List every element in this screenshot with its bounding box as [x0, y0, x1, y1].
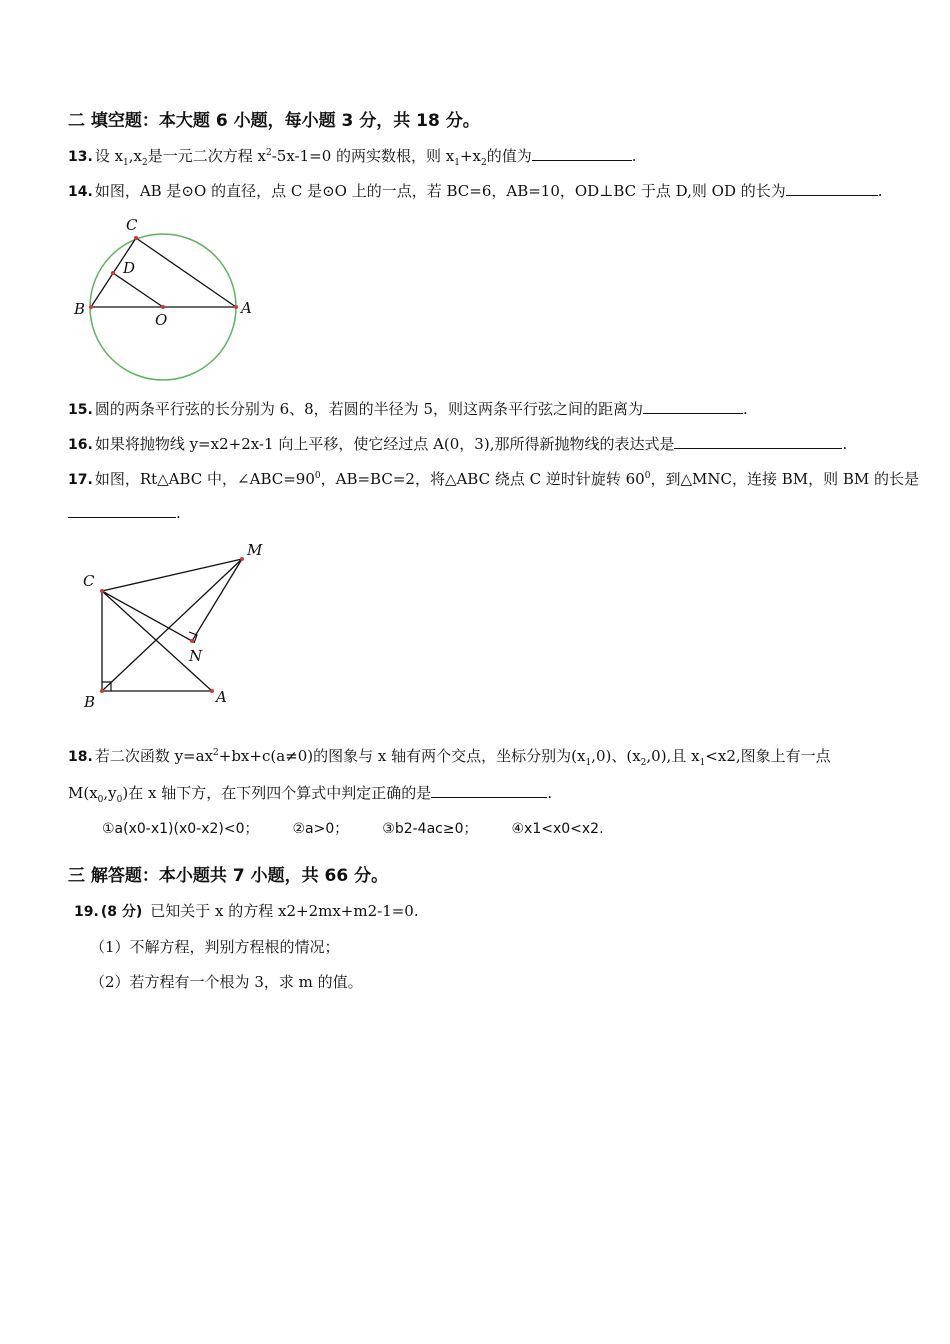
label-d: D	[123, 259, 136, 277]
label-b: B	[74, 300, 86, 318]
point-a	[210, 689, 214, 693]
answer-blank[interactable]	[674, 434, 842, 449]
segment-ca	[136, 238, 236, 307]
point-d	[111, 271, 115, 275]
option-1: ①a(x0-x1)(x0-x2)<0；	[102, 821, 259, 837]
segment-cn	[102, 591, 192, 641]
question-number: 18.	[68, 749, 93, 765]
segment-bm	[102, 559, 242, 691]
point-b	[100, 689, 104, 693]
question-number: 14.	[68, 184, 93, 200]
question-13: 13. 设 $x_1,x_2$是一元二次方程 $x^2-5x-1=0$ 的两实数根，则 $x_1+x_2$的值为 .	[68, 147, 637, 168]
point-c	[134, 236, 138, 240]
segment-mn	[192, 559, 242, 641]
label-n: N	[189, 647, 203, 665]
question-score: (8 分)	[100, 904, 143, 920]
option-3: ③b2-4ac≥0；	[382, 821, 478, 837]
point-c	[100, 589, 104, 593]
question-14: 14. 如图，AB 是⊙O 的直径，点 C 是⊙O 上的一点，若 BC=6，AB=10，OD⊥BC 于点 D,则 OD 的长为 .	[68, 182, 883, 200]
question-number: 19.	[74, 904, 99, 920]
question-number: 17.	[68, 472, 93, 488]
label-a: A	[216, 688, 227, 706]
question-number: 13.	[68, 149, 93, 165]
point-b	[89, 305, 93, 309]
label-b: B	[84, 693, 96, 711]
question-number: 15.	[68, 402, 93, 418]
answer-blank[interactable]	[786, 181, 878, 196]
point-o	[161, 305, 165, 309]
answer-blank[interactable]	[68, 503, 176, 518]
section-3-title: 三 解答题：本小题共 7 小题，共 66 分。	[68, 866, 389, 886]
figure-14-circle-diagram	[60, 210, 280, 390]
answer-blank[interactable]	[532, 146, 632, 161]
question-17: 17. 如图，Rt△ABC 中，$\angle ABC=90^0$，AB=BC=2，将△ABC 绕点 C 逆时针旋转 $60^0$，到△MNC，连接 BM，则 BM 的长是	[68, 470, 920, 488]
label-c: C	[126, 216, 138, 234]
label-o: O	[155, 311, 168, 329]
option-2: ②a>0；	[292, 821, 349, 837]
answer-blank[interactable]	[643, 399, 743, 414]
question-18: 18. 若二次函数 $y=ax^2+bx+c(a\ne 0)$的图象与 x 轴有两个交点，坐标分别为$(x_1,0)$、$(x_2,0)$,且 $x_1<x2$,图象上有一点	[68, 747, 831, 768]
question-16: 16. 如果将抛物线 y=x2+2x-1 向上平移，使它经过点 A(0，3),那所得新抛物线的表达式是 .	[68, 435, 848, 453]
option-4: ④x1<x0<x2.	[511, 821, 604, 837]
question-19-part-2: （2）若方程有一个根为 3，求 m 的值。	[90, 973, 363, 991]
point-m	[240, 557, 244, 561]
point-n	[190, 639, 194, 643]
label-m: M	[247, 541, 263, 559]
segment-cm	[102, 559, 242, 591]
question-17-answer-line: .	[68, 503, 181, 522]
question-number: 16.	[68, 437, 93, 453]
point-a	[234, 305, 238, 309]
label-c: C	[83, 572, 95, 590]
question-15: 15. 圆的两条平行弦的长分别为 6、8，若圆的半径为 5，则这两条平行弦之间的距离为 .	[68, 400, 748, 418]
question-19: 19. (8 分) 已知关于 x 的方程 x2+2mx+m2-1=0.	[74, 902, 419, 920]
question-18-options	[102, 818, 604, 838]
label-a: A	[241, 299, 252, 317]
section-2-title: 二 填空题：本大题 6 小题，每小题 3 分，共 18 分。	[68, 111, 480, 131]
question-19-part-1: （1）不解方程，判别方程根的情况；	[90, 938, 340, 956]
question-18-line2: $M(x_0,y_0)$在 x 轴下方，在下列四个算式中判定正确的是 .	[68, 784, 553, 805]
answer-blank[interactable]	[431, 783, 547, 798]
figure-17-rotation-diagram	[70, 535, 290, 715]
segment-od	[113, 273, 163, 307]
